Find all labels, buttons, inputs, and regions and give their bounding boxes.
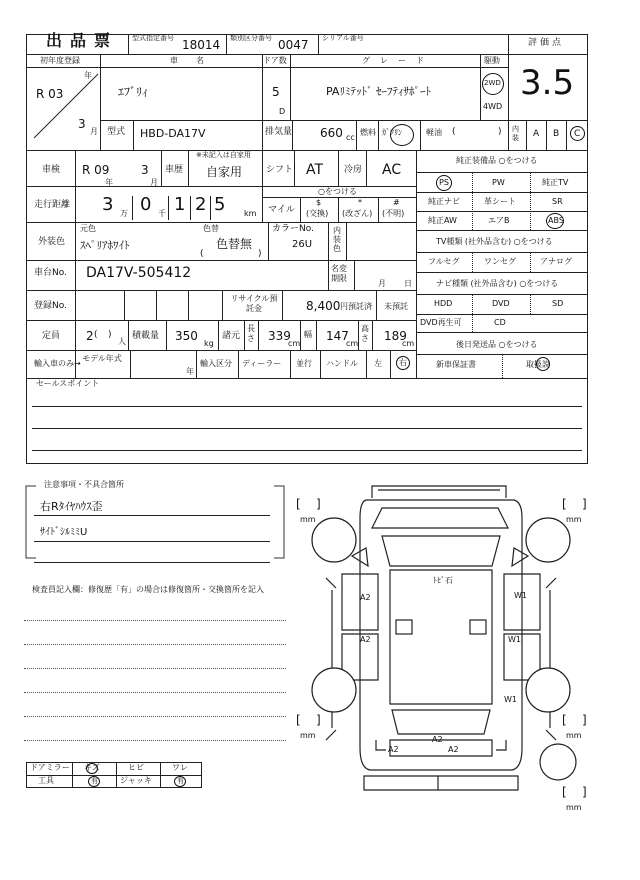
doors: 5 [272, 85, 280, 99]
fuel-bracket-close: ) [498, 127, 502, 137]
mileage-options-note: ○をつける [318, 187, 357, 196]
repaint-bracket-close: ) [258, 249, 262, 259]
name-change-label: 名変期限 [331, 264, 347, 283]
nav-sd: SD [552, 299, 564, 308]
mileage-digit-1: 3 [102, 194, 114, 215]
inspection-year-unit: 年 [105, 178, 113, 187]
model-label: 型式 [107, 127, 126, 137]
first-reg-label: 初年度登録 [40, 56, 80, 65]
mark-left-front: A2 [360, 593, 371, 602]
recycle-status2: 未預託 [384, 302, 408, 311]
mark-rear-top: A2 [432, 735, 443, 744]
reg-no-label: 登録No. [34, 301, 67, 311]
right-label: 右 [399, 358, 407, 367]
nav-title: ナビ種類 (社外品含む) ○をつける [436, 279, 559, 288]
mark-windshield: ﾄﾋﾞ石 [433, 576, 453, 585]
equip-aw: 純正AW [428, 216, 457, 225]
history-label: 車歴 [165, 165, 184, 175]
later-warranty: 新車保証書 [436, 360, 476, 369]
first-reg-month: 3 [78, 117, 86, 131]
nav-hdd: HDD [434, 299, 453, 308]
inspection-month: 3 [141, 163, 149, 177]
load: 350 [175, 329, 198, 343]
inspection-month-unit: 月 [150, 178, 158, 187]
name-change-day-unit: 日 [404, 279, 412, 288]
tread-front-right-unit: mm [566, 515, 582, 524]
mileage-option-dollar: $ [316, 198, 322, 207]
drive-label: 駆動 [484, 56, 500, 65]
notes-line1: 右Rﾀｲﾔﾊｳｽ歪 [40, 500, 103, 513]
height-unit: cm [402, 339, 415, 348]
later-title: 後日発送品 ○をつける [456, 340, 538, 349]
mirror-scratch-mark [86, 763, 98, 774]
class-no: 0047 [278, 38, 309, 52]
jack-value: 有 [177, 777, 184, 785]
mileage-option-unknown: (不明) [382, 209, 405, 218]
equip-tv: 純正TV [542, 178, 569, 187]
mileage-option-hash: # [393, 198, 400, 207]
load-label: 積載量 [132, 331, 160, 341]
light-oil: 軽油 [426, 128, 442, 137]
mirror-crack: ヒビ [128, 763, 144, 772]
tv-analog: アナログ [540, 257, 572, 266]
inspector-line-4 [24, 692, 286, 693]
mileage-option-replace: (交換) [306, 209, 329, 218]
nav-cd: CD [494, 318, 506, 327]
mileage-label: 走行距離 [34, 200, 71, 210]
fuel: ｶﾞｿﾘﾝ [382, 128, 402, 137]
grade-label: グレード [362, 56, 434, 65]
mirror-break: ワレ [172, 763, 188, 772]
nav-dvd: DVD [492, 299, 510, 308]
color-no-label: カラーNo. [272, 224, 314, 234]
capacity-bracket: ( [94, 330, 98, 340]
equip-leather: 革シート [484, 197, 516, 206]
orig-color-label: 元色 [80, 224, 96, 233]
displacement: 660 [320, 126, 343, 140]
serial-label: シリアル番号 [322, 34, 364, 42]
door-type: D [279, 107, 286, 116]
length-unit: cm [288, 339, 301, 348]
repaint-label: 色替 [203, 224, 219, 233]
man-unit: 万 [120, 209, 128, 218]
wheel-front-right [526, 518, 570, 562]
equip-abs: ABS [548, 216, 564, 225]
capacity-unit: 人 [118, 337, 126, 346]
width: 147 [326, 329, 349, 343]
tread-rear-left-unit: mm [300, 731, 316, 740]
notes-label: 注意事項・不具合箇所 [44, 480, 124, 489]
tool-label: 工具 [38, 776, 54, 785]
notes-line2: ｻｲﾄﾞｼﾙﾐﾐU [40, 527, 88, 538]
tv-title: TV種類 (社外品含む) ○をつける [436, 237, 553, 246]
tread-spare-bracket: [ ] [562, 785, 587, 799]
mark-right-rear: W1 [504, 695, 517, 704]
load-unit: kg [204, 339, 214, 348]
wheel-rear-right [526, 668, 570, 712]
equip-nav: 純正ナビ [428, 197, 460, 206]
inspector-line-3 [24, 668, 286, 669]
notes-bracket [24, 480, 286, 562]
inspector-line-2 [24, 644, 286, 645]
dealer-label: ディーラー [242, 359, 282, 368]
repaint: 色替無 [216, 237, 253, 251]
fuel-label: 燃料 [360, 128, 376, 137]
drive-2wd: 2WD [484, 79, 501, 87]
history-note: ※未記入は自家用 [196, 151, 251, 159]
inspector-line-1 [24, 620, 286, 621]
form-no-label: 型式指定番号 [132, 34, 174, 42]
grade: PAﾘﾐﾃｯﾄﾞ ｾｰﾌﾃｨｻﾎﾟｰﾄ [326, 85, 431, 98]
interior-a: A [533, 129, 540, 139]
ext-color-label: 外装色 [38, 237, 66, 247]
model: HBD-DA17V [140, 127, 206, 140]
interior-b: B [553, 129, 560, 139]
tread-front-right-bracket: [ ] [562, 497, 587, 511]
year-unit: 年 [84, 71, 92, 80]
ac-label: 冷房 [344, 165, 363, 175]
mileage-option-mile: マイル [268, 205, 295, 215]
equip-ps: PS [439, 178, 449, 187]
mileage-digit-4: 2 [195, 194, 207, 215]
mark-right-front: W1 [514, 591, 527, 600]
tread-rear-right-unit: mm [566, 731, 582, 740]
inspector-line-6 [24, 740, 286, 741]
equip-pw: PW [492, 178, 505, 187]
spare-wheel [540, 744, 576, 780]
mirror-label: ドアミラー [30, 763, 70, 772]
capacity-label: 定員 [42, 331, 61, 341]
ac: AC [382, 162, 402, 178]
equip-airbag: エアB [488, 216, 510, 225]
doors-label: ドア数 [263, 56, 287, 65]
height: 189 [384, 329, 407, 343]
interior-c: C [574, 129, 581, 139]
tv-oneseg: ワンセグ [484, 257, 516, 266]
length-label: 長さ [247, 324, 255, 343]
height-label: 高さ [361, 324, 369, 343]
left-label: 左 [374, 359, 382, 368]
tv-fullseg: フルセグ [428, 257, 460, 266]
inspector-line-5 [24, 716, 286, 717]
mileage-digit-2: 0 [140, 194, 152, 215]
mark-bumper-right: A2 [448, 745, 459, 754]
std-equip-title: 純正装備品 ○をつける [456, 156, 538, 165]
sales-point-label: セールスポイント [36, 379, 100, 388]
model-year-label: モデル年式 [82, 354, 122, 363]
form-title: 出品票 [46, 31, 119, 50]
recycle-unit: 円 [340, 302, 348, 311]
displacement-unit: cc [346, 133, 355, 142]
class-no-label: 類別区分番号 [230, 34, 272, 42]
inspection-label: 車検 [42, 165, 61, 175]
history: 自家用 [206, 165, 243, 179]
tread-front-left-bracket: [ ] [296, 497, 321, 511]
form-no: 18014 [182, 38, 221, 52]
displacement-label: 排気量 [265, 127, 293, 137]
wheel-rear-left [312, 668, 356, 712]
name-change-month-unit: 月 [378, 279, 386, 288]
recycle-label: リサイクル預託金 [230, 294, 278, 313]
color-no: 26U [292, 239, 313, 250]
tread-rear-left-bracket: [ ] [296, 713, 321, 727]
inspector-label: 検査員記入欄：修復歴「有」の場合は修復箇所・交換箇所を記入 [32, 585, 264, 594]
model-year-unit: 年 [186, 367, 194, 376]
car-name: ｴﾌﾞﾘｨ [118, 85, 149, 99]
first-reg-year: R 03 [36, 87, 64, 101]
km-unit: km [244, 209, 257, 218]
width-label: 幅 [304, 330, 312, 339]
dims-label: 諸元 [222, 331, 241, 341]
later-manual: 取扱説 [526, 360, 550, 369]
mileage-option-star: * [358, 198, 362, 207]
length: 339 [268, 329, 291, 343]
capacity: 2 [86, 329, 94, 343]
handle-label: ハンドル [326, 359, 358, 368]
orig-color: ｽﾍﾟﾘｱﾎﾜｲﾄ [80, 239, 130, 252]
wheel-front-left [312, 518, 356, 562]
eval-score: 3.5 [520, 63, 575, 103]
equip-sr: SR [552, 197, 563, 206]
recycle-amount: 8,400 [306, 299, 341, 313]
shift-label: シフト [266, 165, 294, 175]
repaint-bracket: ( [200, 249, 204, 259]
mark-bumper-left: A2 [388, 745, 399, 754]
sen-unit: 千 [158, 209, 166, 218]
recycle-status: 預託済 [348, 302, 372, 311]
mileage-digit-5: 5 [214, 194, 226, 215]
parallel-label: 並行 [296, 359, 312, 368]
interior-label: 内装 [512, 125, 519, 142]
inspection-year: R 09 [82, 163, 110, 177]
nav-dvd-play: DVD再生可 [420, 318, 462, 327]
capacity-bracket-close: ) [108, 330, 112, 340]
tread-spare-unit: mm [566, 803, 582, 812]
eval-label: 評価点 [528, 38, 565, 48]
car-diagram [286, 478, 596, 812]
jack-label: ジャッキ [120, 776, 152, 785]
width-unit: cm [346, 339, 359, 348]
mileage-option-tamper: (改ざん) [342, 209, 373, 218]
chassis: DA17V-505412 [86, 265, 192, 281]
drive-4wd: 4WD [483, 102, 503, 111]
import-label: 輸入車のみ→ [34, 359, 81, 368]
mileage-digit-3: 1 [174, 194, 186, 215]
shift: AT [306, 162, 324, 178]
int-color-label: 内装色 [333, 226, 341, 253]
fuel-bracket: ( [452, 127, 456, 137]
tread-rear-right-bracket: [ ] [562, 713, 587, 727]
import-class-label: 輸入区分 [200, 359, 232, 368]
mark-left-rear: A2 [360, 635, 371, 644]
tool-value: 有 [91, 777, 98, 785]
chassis-label: 車台No. [34, 268, 67, 278]
mark-right-mid: W1 [508, 635, 521, 644]
car-name-label: 車名 [170, 56, 222, 65]
tread-front-left-unit: mm [300, 515, 316, 524]
mirror-scratch: キズ [84, 763, 100, 772]
month-unit: 月 [90, 127, 98, 136]
